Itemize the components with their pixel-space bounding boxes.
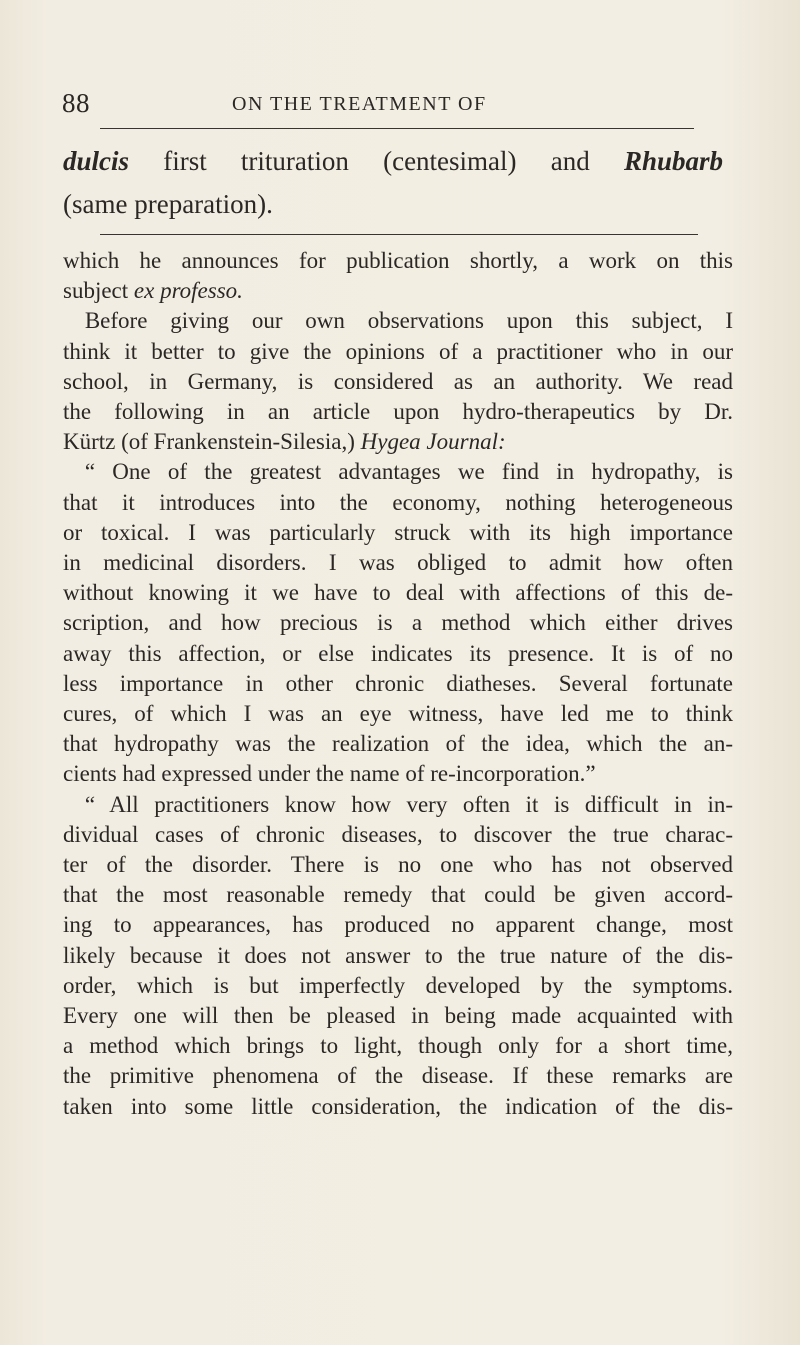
q1-line: “ One of the greatest advantages we find in hydropathy, is [84,459,733,485]
p2-line: Before giving our own observations upon this subject, I [84,308,733,334]
carryover-text [63,140,723,226]
q2-line: taken into some little consideration, the indication of the dis- [63,1093,733,1119]
q2-line: order, which is but imperfectly developed by the symptoms. [63,972,733,998]
paragraph-1-text: subject [63,278,134,304]
ex-professo-italic: ex professo. [133,278,243,304]
carryover-line-2: (same preparation). [63,189,273,219]
body-text [63,246,733,1122]
q1-line: cures, of which I was an eye witness, have led me to think [63,701,733,727]
carryover-text-1: first trituration (centesimal) and [129,146,624,176]
q2-line: that the most reasonable remedy that could be given accord- [63,882,733,908]
quotation-1 [63,457,733,789]
p2-line: think it better to give the opinions of a practitioner who in our [63,338,733,364]
q2-line: ing to appearances, has produced no apparent change, most [63,912,733,938]
q1-line: less importance in other chronic diatheses. Several fortunate [63,670,733,696]
q2-line: likely because it does not answer to the true nature of the dis- [63,942,733,968]
carryover-line-1 [63,140,723,183]
q2-line: the primitive phenomena of the disease. If these remarks are [63,1063,733,1089]
p2-line: school, in Germany, is considered as an authority. We read [63,368,733,394]
q2-line: Every one will then be pleased in being made acquainted with [63,1003,733,1029]
q1-line: or toxical. I was particularly struck with its high importance [63,519,733,545]
running-head [62,88,742,124]
q1-line: without knowing it we have to deal with affections of this de- [63,580,733,606]
q2-line: “ All practitioners know how very often it is difficult in in- [84,791,733,817]
page-number: 88 [62,88,90,118]
quotation-2 [63,790,733,1122]
q1-line: cients had expressed under the name of re-incorporation.” [63,761,596,787]
q2-line: ter of the disorder. There is no one who has not observed [63,852,733,878]
q1-line: in medicinal disorders. I was obliged to admit how often [63,550,733,576]
section-rule [100,234,698,235]
p2-line: the following in an article upon hydro-therapeutics by Dr. [63,399,733,425]
paragraph-1-line-1: which he announces for publication shortly, a work on this [63,248,733,273]
paragraph-2-last-line [63,427,733,457]
carryover-term-dulcis: dulcis [63,146,130,176]
q1-line: away this affection, or else indicates its presence. It is of no [63,640,733,666]
header-rule [100,128,694,129]
q1-line: scription, and how precious is a method which either drives [63,610,733,636]
paragraph-1-line-2 [63,276,733,306]
running-title: ON THE TREATMENT OF [232,93,487,115]
paragraph-2 [63,306,733,427]
hygea-journal-italic: Hygea Journal: [360,429,506,455]
paragraph-2-text: Kürtz (of Frankenstein-Silesia,) [63,429,361,455]
carryover-term-rhubarb: Rhubarb [623,146,723,176]
q2-line: a method which brings to light, though only for a short time, [63,1033,733,1059]
q1-line: that hydropathy was the realization of the idea, which the an- [63,731,733,757]
q2-line: dividual cases of chronic diseases, to discover the true charac- [63,821,733,847]
q1-line: that it introduces into the economy, nothing heterogeneous [63,489,733,515]
